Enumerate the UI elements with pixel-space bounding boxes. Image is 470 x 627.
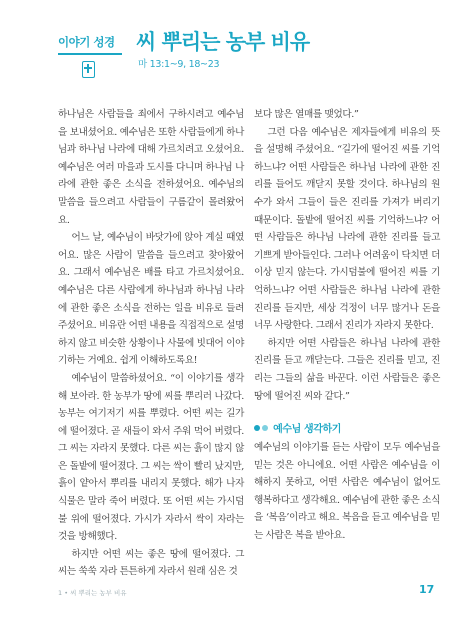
paragraph: 보다 많은 열매를 맺었다.” (254, 109, 359, 120)
bible-icon (82, 61, 95, 78)
dot-icon (254, 425, 260, 431)
story-title: 씨 뿌리는 농부 비유 (136, 30, 310, 54)
paragraph: 어느 날, 예수님이 바닷가에 앉아 계실 때였어요. 많은 사람이 말씀을 들으려고 찾아왔어요. 그래서 예수님은 배를 타고 가르치셨어요. 예수님은 다른 사람에게 하나님과 하나님 나라에 관한 좋은 소식을 전하는 일을 비유로 들려주셨어요. 비유란 어떤 내용을 직접적으로 설명하지 않고 비슷한 상황이나 사물에 빗대어 이야기하는 거예요. 쉽게 이해하도록요! (58, 232, 244, 367)
section-heading-label: 예수님 생각하기 (273, 424, 341, 436)
scripture-reference: 마 13:1~9, 18~23 (138, 59, 220, 70)
paragraph: 하지만 어떤 사람들은 하나님 나라에 관한 진리를 듣고 깨닫는다. 그들은 진리를 믿고, 진리는 그들의 삶을 바꾼다. 이런 사람들은 좋은 땅에 떨어진 씨와 같다.” (254, 337, 440, 402)
footer-chapter: 1 • 씨 뿌리는 농부 비유 (58, 589, 127, 597)
page-number: 17 (419, 583, 435, 596)
paragraph: 그런 다음 예수님은 제자들에게 비유의 뜻을 설명해 주셨어요. “길가에 떨어진 씨를 기억하느냐? 어떤 사람들은 하나님 나라에 관한 진리를 들어도 깨닫지 못할 것이다. 하나님의 원수가 와서 그들이 들은 진리를 가져가 버리기 때문이다. 돌밭에 떨어진 씨를 기억하느냐? 어떤 사람들은 하나님 나라에 관한 진리를 들고 기쁘게 받아들인다. 그러나 어려움이 닥치면 더 이상 믿지 않는다. 가시덤불에 떨어진 씨를 기억하느냐? 어떤 사람들은 하나님 나라에 관한 진리를 듣지만, 세상 걱정이 너무 많거나 돈을 너무 사랑한다. 그래서 진리가 자라지 못한다. (254, 126, 440, 332)
right-column (254, 106, 440, 545)
paragraph: 예수님이 말씀하셨어요. “이 이야기를 생각해 보아라. 한 농부가 땅에 씨를 뿌리러 나갔다. 농부는 여기저기 씨를 뿌렸다. 어떤 씨는 길가에 떨어졌다. 곧 새들이 와서 주워 먹어 버렸다. 그 씨는 자라지 못했다. 다른 씨는 흙이 많지 않은 돌밭에 떨어졌다. 그 씨는 싹이 빨리 났지만, 흙이 얕아서 뿌리를 내리지 못했다. 해가 나자 식물은 말라 죽어 버렸다. 또 어떤 씨는 가시덤불 위에 떨어졌다. 가시가 자라서 싹이 자라는 것을 방해했다. (58, 372, 244, 543)
left-column (58, 106, 244, 581)
series-label: 이야기 성경 (58, 35, 115, 49)
paragraph: 하지만 어떤 씨는 좋은 땅에 떨어졌다. 그 씨는 쑥쑥 자라 튼튼하게 자라서 원래 심은 것 (58, 548, 244, 578)
dot-icon (262, 425, 268, 431)
section-heading (254, 421, 440, 439)
paragraph: 하나님은 사람들을 죄에서 구하시려고 예수님을 보내셨어요. 예수님은 또한 사람들에게 하나님과 하나님 나라에 대해 가르치려고 오셨어요. 예수님은 여러 마을과 도시를 다니며 하나님 나라에 관한 좋은 소식을 전하셨어요. 예수님의 말씀을 들으려고 사람들이 구름같이 몰려왔어요. (58, 109, 244, 226)
header-rule (58, 53, 122, 55)
paragraph: 예수님의 이야기를 듣는 사람이 모두 예수님을 믿는 것은 아니에요. 어떤 사람은 예수님을 이해하지 못하고, 어떤 사람은 예수님이 없어도 행복하다고 생각해요. 예수님에 관한 좋은 소식을 ‘복음’이라고 해요. 복음을 듣고 예수님을 믿는 사람은 복을 받아요. (254, 442, 440, 542)
